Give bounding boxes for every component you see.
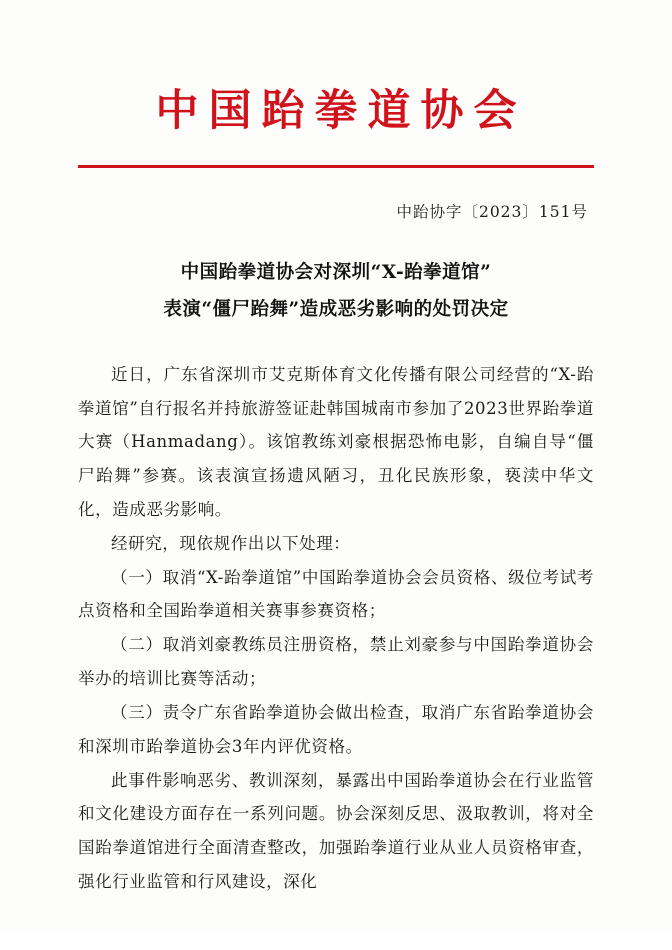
body-paragraph: （三）责令广东省跆拳道协会做出检查，取消广东省跆拳道协会和深圳市跆拳道协会3年内评优资格。 bbox=[78, 702, 594, 756]
masthead bbox=[78, 0, 594, 168]
document-body bbox=[78, 358, 594, 899]
document-title bbox=[78, 254, 594, 328]
masthead-divider bbox=[78, 165, 594, 168]
body-paragraph: 此事件影响恶劣、教训深刻，暴露出中国跆拳道协会在行业监管和文化建设方面存在一系列问题。协会深刻反思、汲取教训，将对全国跆拳道馆进行全面清查整改，加强跆拳道行业从业人员资格审查，强化行业监管和行风建设，深化 bbox=[78, 770, 594, 891]
document-number: 中跆协字〔2023〕151号 bbox=[396, 202, 588, 221]
body-paragraph: 经研究，现依规作出以下处理： bbox=[111, 533, 351, 553]
document-title-line-2: 表演“僵尸跆舞”造成恶劣影响的处罚决定 bbox=[163, 298, 509, 320]
body-paragraph: （一）取消“X-跆拳道馆”中国跆拳道协会会员资格、级位考试考点资格和全国跆拳道相关赛事参赛资格； bbox=[78, 567, 594, 621]
document-title-line-1: 中国跆拳道协会对深圳“X-跆拳道馆” bbox=[180, 261, 492, 283]
body-paragraph: 近日，广东省深圳市艾克斯体育文化传播有限公司经营的“X-跆拳道馆”自行报名并持旅游签证赴韩国城南市参加了2023世界跆拳道大赛（Hanmadang）。该馆教练刘豪根据恐怖电影，自编自导“僵尸跆舞”参赛。该表演宣扬遗风陋习，丑化民族形象，亵渎中华文化，造成恶劣影响。 bbox=[78, 364, 594, 520]
page-bottom-edge bbox=[0, 932, 672, 950]
body-paragraph: （二）取消刘豪教练员注册资格，禁止刘豪参与中国跆拳道协会举办的培训比赛等活动； bbox=[78, 635, 594, 689]
masthead-organization-title: 中国跆拳道协会 bbox=[155, 86, 527, 136]
